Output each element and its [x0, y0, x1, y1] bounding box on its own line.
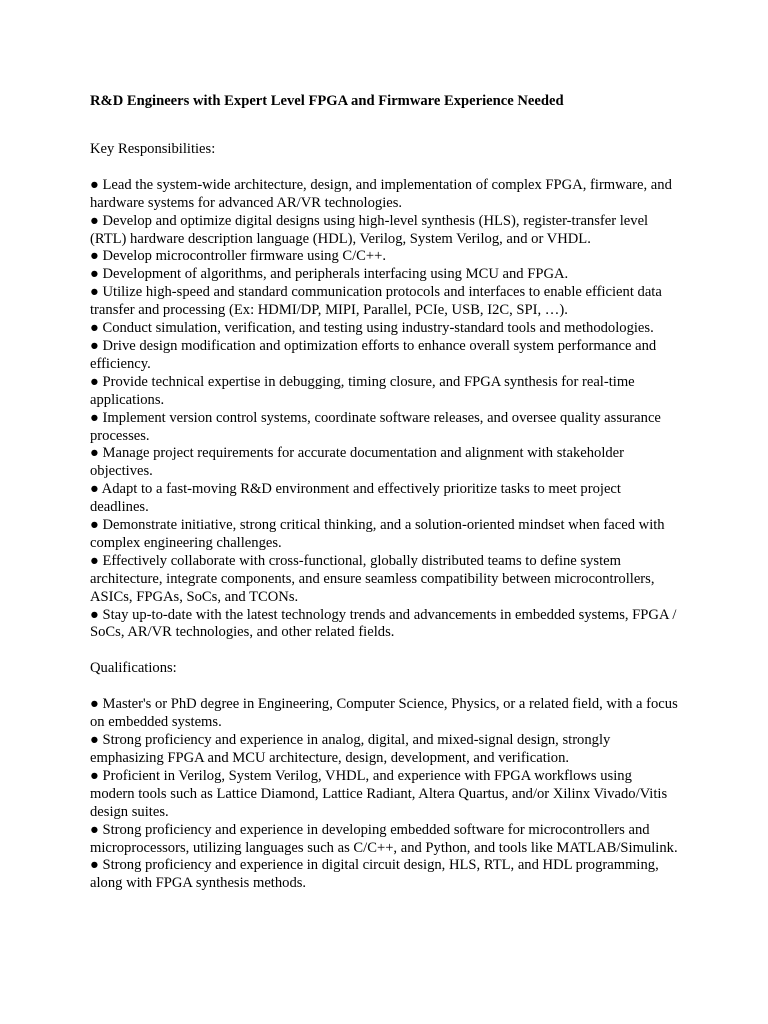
qualifications-list — [90, 696, 680, 893]
responsibility-item — [90, 481, 680, 517]
responsibility-item-text: Drive design modification and optimization efforts to enhance overall system performance and efficiency. — [90, 337, 657, 372]
bullet-icon: ● — [90, 517, 99, 534]
bullet-icon: ● — [90, 445, 99, 462]
responsibility-item — [90, 213, 680, 249]
bullet-icon: ● — [90, 212, 99, 229]
bullet-icon: ● — [90, 409, 99, 426]
responsibility-item — [90, 553, 680, 607]
qualification-item-text: Strong proficiency and experience in developing embedded software for microcontrollers and microprocessors, utilizing languages such as C/C++, and Python, and tools like MATLAB/Simulink. — [90, 821, 678, 856]
bullet-icon: ● — [90, 696, 99, 713]
bullet-icon: ● — [90, 373, 99, 390]
qualification-item-text: Strong proficiency and experience in digital circuit design, HLS, RTL, and HDL programming, along with FPGA synthesis methods. — [90, 857, 659, 892]
bullet-icon: ● — [90, 481, 99, 498]
responsibility-item-text: Implement version control systems, coordinate software releases, and oversee quality assurance processes. — [90, 409, 661, 444]
responsibility-item — [90, 248, 680, 266]
qualification-item — [90, 732, 680, 768]
responsibility-item-text: Development of algorithms, and peripherals interfacing using MCU and FPGA. — [102, 266, 569, 283]
responsibility-item-text: Provide technical expertise in debugging, timing closure, and FPGA synthesis for real-time applications. — [90, 373, 635, 408]
bullet-icon: ● — [90, 248, 99, 265]
bullet-icon: ● — [90, 176, 99, 193]
responsibility-item — [90, 320, 680, 338]
bullet-icon: ● — [90, 767, 99, 784]
bullet-icon: ● — [90, 320, 99, 337]
responsibility-item-text: Manage project requirements for accurate documentation and alignment with stakeholder objectives. — [90, 445, 625, 480]
responsibility-item — [90, 607, 680, 643]
responsibility-item-text: Develop microcontroller firmware using C/C++. — [102, 248, 387, 265]
responsibilities-heading: Key Responsibilities: — [90, 140, 216, 157]
responsibility-item-text: Conduct simulation, verification, and testing using industry-standard tools and methodologies. — [102, 320, 654, 337]
qualification-item-text: Proficient in Verilog, System Verilog, VHDL, and experience with FPGA workflows using modern tools such as Lattice Diamond, Lattice Radiant, Altera Quartus, and/or Xilinx Vivado/Vitis design suites. — [90, 767, 668, 820]
bullet-icon: ● — [90, 552, 99, 569]
responsibility-item — [90, 374, 680, 410]
responsibility-item-text: Demonstrate initiative, strong critical thinking, and a solution-oriented mindset when faced with complex engineering challenges. — [90, 517, 665, 551]
responsibility-item-text: Develop and optimize digital designs using high-level synthesis (HLS), register-transfer level (RTL) hardware description language (HDL), Verilog, System Verilog, and or VHDL. — [90, 212, 649, 247]
responsibility-item-text: Stay up-to-date with the latest technology trends and advancements in embedded systems, FPGA / SoCs, AR/VR technologies, and other related fields. — [90, 606, 677, 641]
responsibility-item — [90, 284, 680, 320]
qualification-item — [90, 857, 680, 893]
document-page — [90, 93, 680, 893]
responsibility-item — [90, 266, 680, 284]
bullet-icon: ● — [90, 266, 99, 283]
responsibility-item — [90, 445, 680, 481]
bullet-icon: ● — [90, 606, 99, 623]
responsibilities-list — [90, 177, 680, 643]
responsibility-item — [90, 410, 680, 446]
bullet-icon: ● — [90, 732, 99, 749]
responsibility-item-text: Effectively collaborate with cross-functional, globally distributed teams to define system architecture, integrate components, and ensure seamless compatibility between microcontrollers, ASICs, FPGAs, SoCs, and TCONs. — [90, 552, 655, 605]
document-title: R&D Engineers with Expert Level FPGA and Firmware Experience Needed — [90, 93, 564, 109]
responsibility-item — [90, 517, 680, 553]
responsibility-item-text: Lead the system-wide architecture, design, and implementation of complex FPGA, firmware, and hardware systems for advanced AR/VR technologies. — [90, 176, 672, 211]
responsibility-item — [90, 338, 680, 374]
qualification-item — [90, 768, 680, 822]
bullet-icon: ● — [90, 284, 99, 301]
qualification-item-text: Master's or PhD degree in Engineering, Computer Science, Physics, or a related field, with a focus on embedded systems. — [90, 696, 678, 731]
bullet-icon: ● — [90, 821, 99, 838]
qualification-item-text: Strong proficiency and experience in analog, digital, and mixed-signal design, strongly emphasizing FPGA and MCU architecture, design, development, and verification. — [90, 732, 611, 766]
responsibility-item — [90, 177, 680, 213]
responsibility-item-text: Utilize high-speed and standard communication protocols and interfaces to enable efficient data transfer and processing (Ex: HDMI/DP, MIPI, Parallel, PCIe, USB, I2C, SPI, …). — [90, 284, 662, 319]
bullet-icon: ● — [90, 857, 99, 874]
qualification-item — [90, 822, 680, 858]
qualification-item — [90, 696, 680, 732]
bullet-icon: ● — [90, 337, 99, 354]
qualifications-heading: Qualifications: — [90, 660, 177, 677]
responsibility-item-text: Adapt to a fast-moving R&D environment and effectively prioritize tasks to meet project deadlines. — [90, 481, 621, 516]
